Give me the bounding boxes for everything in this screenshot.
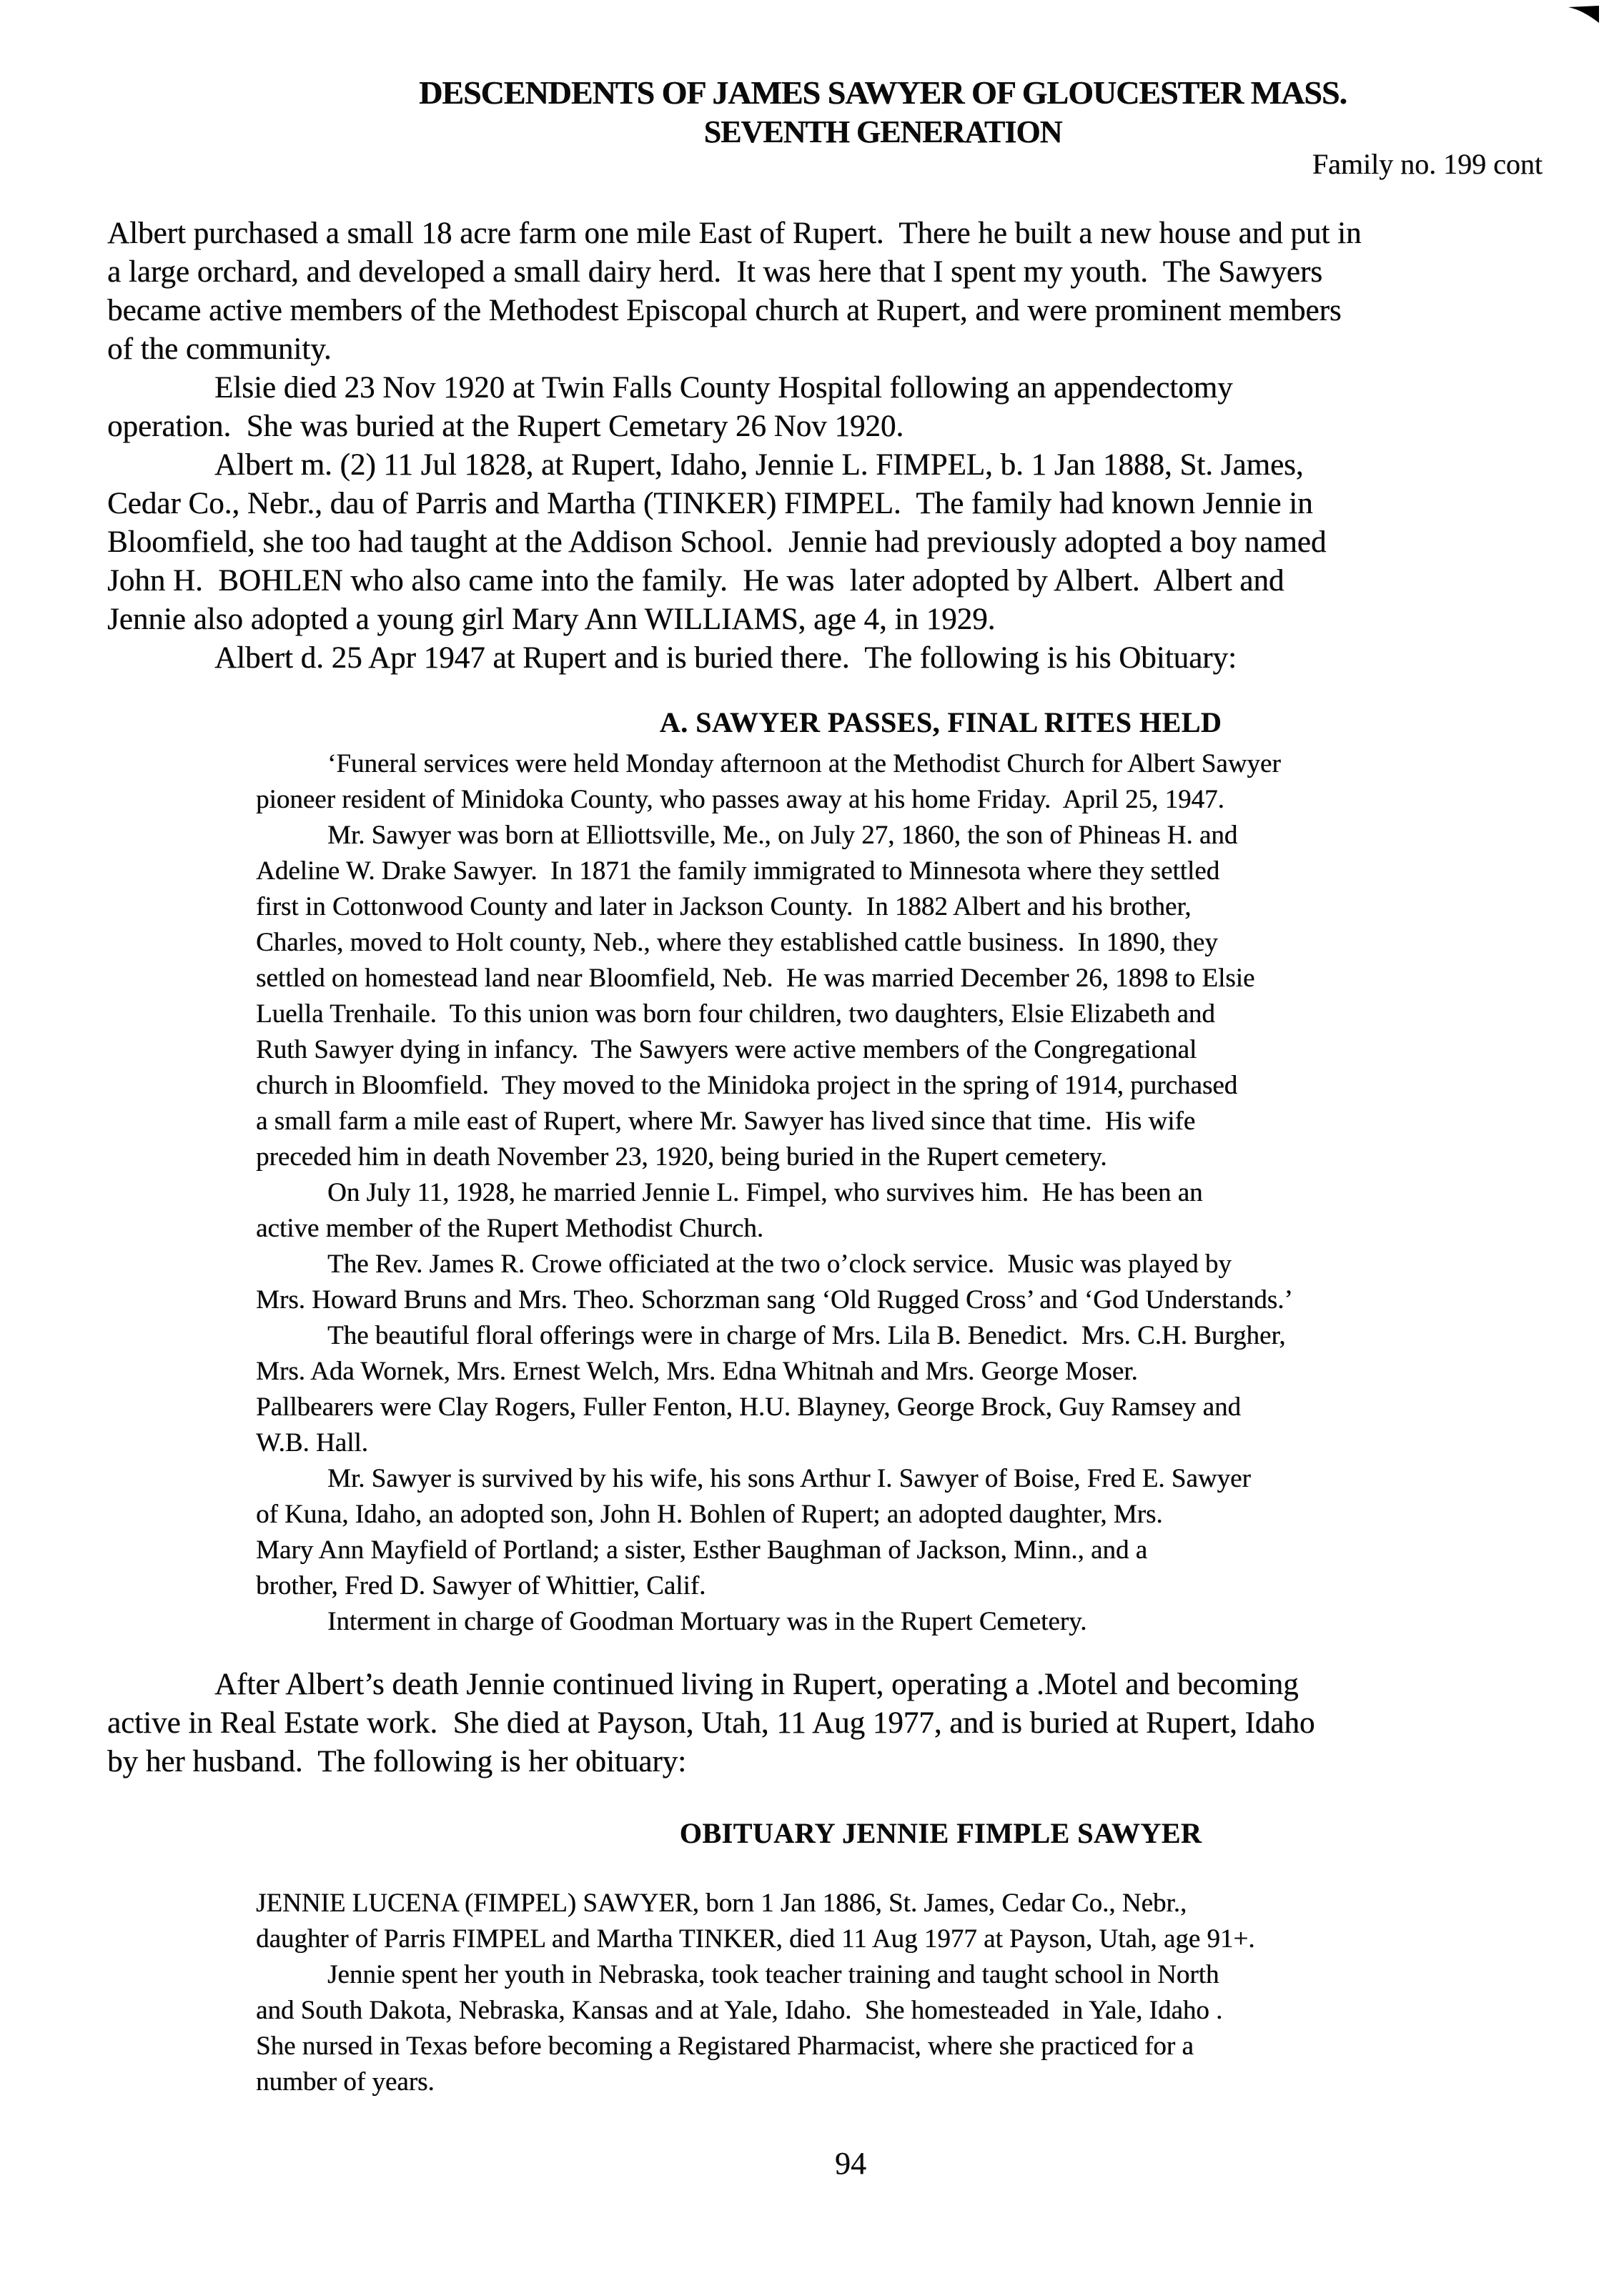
block-obit-9	[256, 1318, 1392, 1461]
text-line: a large orchard, and developed a small dairy herd. It was here that I spent my youth. The Sawyers	[107, 255, 1322, 289]
block-obit-6	[256, 818, 1392, 1175]
text-line: by her husband. The following is her obituary:	[107, 1745, 687, 1778]
block-obit-15	[256, 1957, 1392, 2100]
text-line: A. SAWYER PASSES, FINAL RITES HELD	[659, 706, 1222, 738]
text-line: a small farm a mile east of Rupert, where Mr. Sawyer has lived since that time. His wife	[256, 1107, 1196, 1136]
text-column	[107, 214, 1553, 2100]
block-obit-10	[256, 1461, 1392, 1604]
text-line: After Albert’s death Jennie continued living in Rupert, operating a .Motel and becoming	[214, 1668, 1299, 1701]
text-line: operation. She was buried at the Rupert Cemetary 26 Nov 1920.	[107, 410, 904, 443]
text-line: Mr. Sawyer was born at Elliottsville, Me., on July 27, 1860, the son of Phineas H. and	[327, 821, 1238, 850]
text-line: number of years.	[256, 2067, 435, 2097]
block-h1-4	[218, 703, 1604, 742]
page-header	[382, 73, 1383, 152]
text-line: and South Dakota, Nebraska, Kansas and at Yale, Idaho. She homesteaded in Yale, Idaho .	[256, 1996, 1223, 2025]
page-number: 94	[835, 2146, 866, 2181]
text-line: She nursed in Texas before becoming a Registared Pharmacist, where she practiced for a	[256, 2032, 1194, 2061]
text-line: active member of the Rupert Methodist Church.	[256, 1214, 764, 1243]
block-body-3	[107, 639, 1553, 678]
text-line: settled on homestead land near Bloomfield, Neb. He was married December 26, 1898 to Elsie	[256, 964, 1255, 993]
block-body-1	[107, 369, 1553, 446]
text-line: Ruth Sawyer dying in infancy. The Sawyers were active members of the Congregational	[256, 1035, 1197, 1064]
page-subtitle: SEVENTH GENERATION	[703, 114, 1062, 149]
text-line: OBITUARY JENNIE FIMPLE SAWYER	[679, 1817, 1202, 1849]
text-line: JENNIE LUCENA (FIMPEL) SAWYER, born 1 Jan 1886, St. James, Cedar Co., Nebr.,	[256, 1889, 1187, 1918]
text-line: daughter of Parris FIMPEL and Martha TINKER, died 11 Aug 1977 at Payson, Utah, age 91+.	[256, 1924, 1255, 1954]
text-line: Mrs. Ada Wornek, Mrs. Ernest Welch, Mrs. Edna Whitnah and Mrs. George Moser.	[256, 1357, 1138, 1386]
text-line: first in Cottonwood County and later in Jackson County. In 1882 Albert and his brother,	[256, 892, 1192, 921]
block-obit-8	[256, 1247, 1392, 1318]
text-line: pioneer resident of Minidoka County, who passes away at his home Friday. April 25, 1947.	[256, 785, 1224, 814]
text-line: Interment in charge of Goodman Mortuary was in the Rupert Cemetery.	[327, 1607, 1087, 1636]
text-line: became active members of the Methodest Episcopal church at Rupert, and were prominent members	[107, 294, 1342, 327]
text-line: Luella Trenhaile. To this union was born four children, two daughters, Elsie Elizabeth and	[256, 999, 1215, 1029]
block-obit-gap-14	[256, 1886, 1392, 1957]
block-obit-5	[256, 746, 1392, 818]
block-obit-11	[256, 1604, 1392, 1640]
page-title: DESCENDENTS OF JAMES SAWYER OF GLOUCESTER MASS.	[419, 74, 1347, 111]
text-line: On July 11, 1928, he married Jennie L. Fimpel, who survives him. He has been an	[327, 1178, 1203, 1207]
text-line: brother, Fred D. Sawyer of Whittier, Calif.	[256, 1571, 706, 1600]
text-line: of Kuna, Idaho, an adopted son, John H. Bohlen of Rupert; an adopted daughter, Mrs.	[256, 1500, 1163, 1529]
text-line: Albert m. (2) 11 Jul 1828, at Rupert, Idaho, Jennie L. FIMPEL, b. 1 Jan 1888, St. James,	[214, 448, 1304, 482]
block-body-gap-12	[107, 1666, 1553, 1781]
text-line: Cedar Co., Nebr., dau of Parris and Martha (TINKER) FIMPEL. The family had known Jennie in	[107, 487, 1313, 520]
text-line: Mary Ann Mayfield of Portland; a sister, Esther Baughman of Jackson, Minn., and a	[256, 1535, 1148, 1565]
text-line: Albert d. 25 Apr 1947 at Rupert and is buried there. The following is his Obituary:	[214, 641, 1237, 675]
text-line: Elsie died 23 Nov 1920 at Twin Falls County Hospital following an appendectomy	[214, 371, 1233, 405]
family-number-label: Family no. 199 cont	[1312, 148, 1543, 180]
block-h2-13	[218, 1814, 1604, 1853]
text-line: The Rev. James R. Crowe officiated at the two o’clock service. Music was played by	[327, 1250, 1232, 1279]
block-body-0	[107, 214, 1553, 369]
text-line: Bloomfield, she too had taught at the Addison School. Jennie had previously adopted a boy named	[107, 525, 1327, 559]
page-corner-fold-icon	[1567, 3, 1603, 26]
text-line: Adeline W. Drake Sawyer. In 1871 the family immigrated to Minnesota where they settled	[256, 856, 1220, 886]
text-line: Albert purchased a small 18 acre farm one mile East of Rupert. There he built a new house and put in	[107, 217, 1362, 250]
text-line: W.B. Hall.	[256, 1428, 368, 1458]
text-line: active in Real Estate work. She died at Payson, Utah, 11 Aug 1977, and is buried at Rupert, Idaho	[107, 1706, 1315, 1740]
text-line: Jennie spent her youth in Nebraska, took teacher training and taught school in North	[327, 1960, 1219, 1989]
text-line: Mr. Sawyer is survived by his wife, his sons Arthur I. Sawyer of Boise, Fred E. Sawyer	[327, 1464, 1251, 1493]
text-line: John H. BOHLEN who also came into the family. He was later adopted by Albert. Albert and	[107, 564, 1284, 598]
text-line: Pallbearers were Clay Rogers, Fuller Fenton, H.U. Blayney, George Brock, Guy Ramsey and	[256, 1392, 1241, 1422]
text-line: ‘Funeral services were held Monday afternoon at the Methodist Church for Albert Sawyer	[327, 749, 1281, 778]
text-line: Charles, moved to Holt county, Neb., where they established cattle business. In 1890, they	[256, 928, 1218, 957]
block-obit-7	[256, 1175, 1392, 1247]
text-line: church in Bloomfield. They moved to the Minidoka project in the spring of 1914, purchased	[256, 1071, 1238, 1100]
text-line: of the community.	[107, 332, 332, 366]
block-body-2	[107, 446, 1553, 639]
text-line: Mrs. Howard Bruns and Mrs. Theo. Schorzman sang ‘Old Rugged Cross’ and ‘God Understands.’	[256, 1285, 1293, 1315]
text-line: The beautiful floral offerings were in charge of Mrs. Lila B. Benedict. Mrs. C.H. Burgher,	[327, 1321, 1286, 1350]
text-line: Jennie also adopted a young girl Mary Ann WILLIAMS, age 4, in 1929.	[107, 603, 996, 636]
text-line: preceded him in death November 23, 1920, being buried in the Rupert cemetery.	[256, 1142, 1107, 1172]
